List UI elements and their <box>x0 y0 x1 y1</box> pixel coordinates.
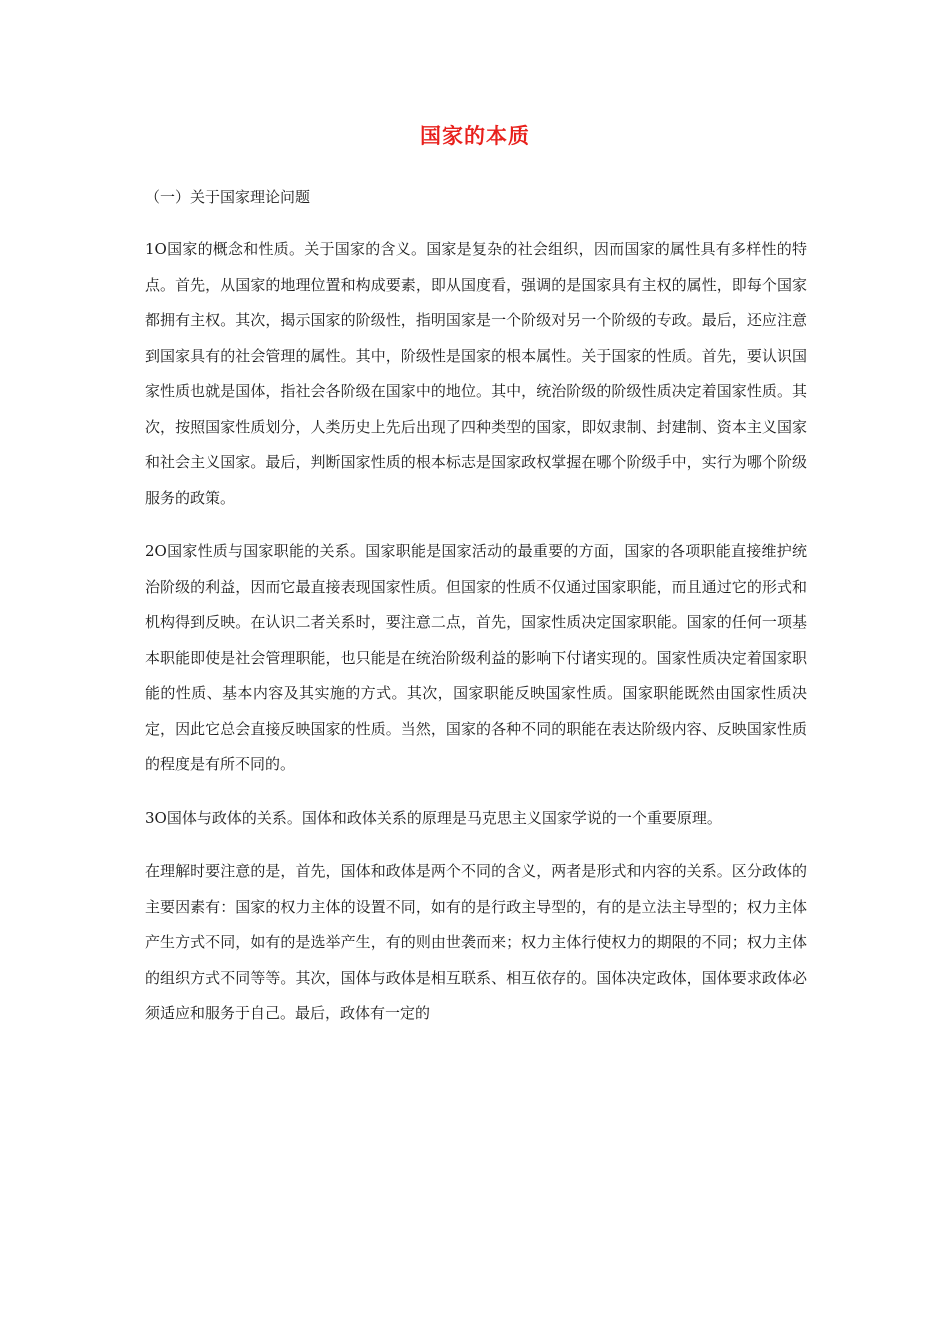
paragraph-state-and-regime: 3O国体与政体的关系。国体和政体关系的原理是马克思主义国家学说的一个重要原理。 <box>145 808 722 827</box>
paragraph-understanding: 在理解时要注意的是，首先，国体和政体是两个不同的含义，两者是形式和内容的关系。区分政体的主要因素有：国家的权力主体的设置不同，如有的是行政主导型的，有的是立法主导型的；权力主体产生方式不同，如有的是选举产生，有的则由世袭而来；权力主体行使权力的期限的不同；权力主体的组织方式不同等等。其次，国体与政体是相互联系、相互依存的。国体决定政体，国体要求政体必须适应和服务于自己。最后，政体有一定的 <box>145 862 807 1022</box>
paragraph-national-concept: 1O国家的概念和性质。关于国家的含义。国家是复杂的社会组织，因而国家的属性具有多样性的特点。首先，从国家的地理位置和构成要素，即从国度看，强调的是国家具有主权的属性，即每个国家都拥有主权。其次，揭示国家的阶级性，指明国家是一个阶级对另一个阶级的专政。最后，还应注意到国家具有的社会管理的属性。其中，阶级性是国家的根本属性。关于国家的性质。首先，要认识国家性质也就是国体，指社会各阶级在国家中的地位。其中，统治阶级的阶级性质决定着国家性质。其次，按照国家性质划分，人类历史上先后出现了四种类型的国家，即奴隶制、封建制、资本主义国家和社会主义国家。最后，判断国家性质的根本标志是国家政权掌握在哪个阶级手中，实行为哪个阶级服务的政策。 <box>145 240 807 507</box>
section-heading: （一）关于国家理论问题 <box>145 188 311 206</box>
document-title: 国家的本质 <box>420 123 530 148</box>
paragraph-nature-and-function: 2O国家性质与国家职能的关系。国家职能是国家活动的最重要的方面，国家的各项职能直接维护统治阶级的利益，因而它最直接表现国家性质。但国家的性质不仅通过国家职能，而且通过它的形式和机构得到反映。在认识二者关系时，要注意二点，首先，国家性质决定国家职能。国家的任何一项基本职能即使是社会管理职能，也只能是在统治阶级利益的影响下付诸实现的。国家性质决定着国家职能的性质、基本内容及其实施的方式。其次，国家职能反映国家性质。国家职能既然由国家性质决定，因此它总会直接反映国家的性质。当然，国家的各种不同的职能在表达阶级内容、反映国家性质的程度是有所不同的。 <box>145 542 807 773</box>
document-body <box>145 180 807 1032</box>
